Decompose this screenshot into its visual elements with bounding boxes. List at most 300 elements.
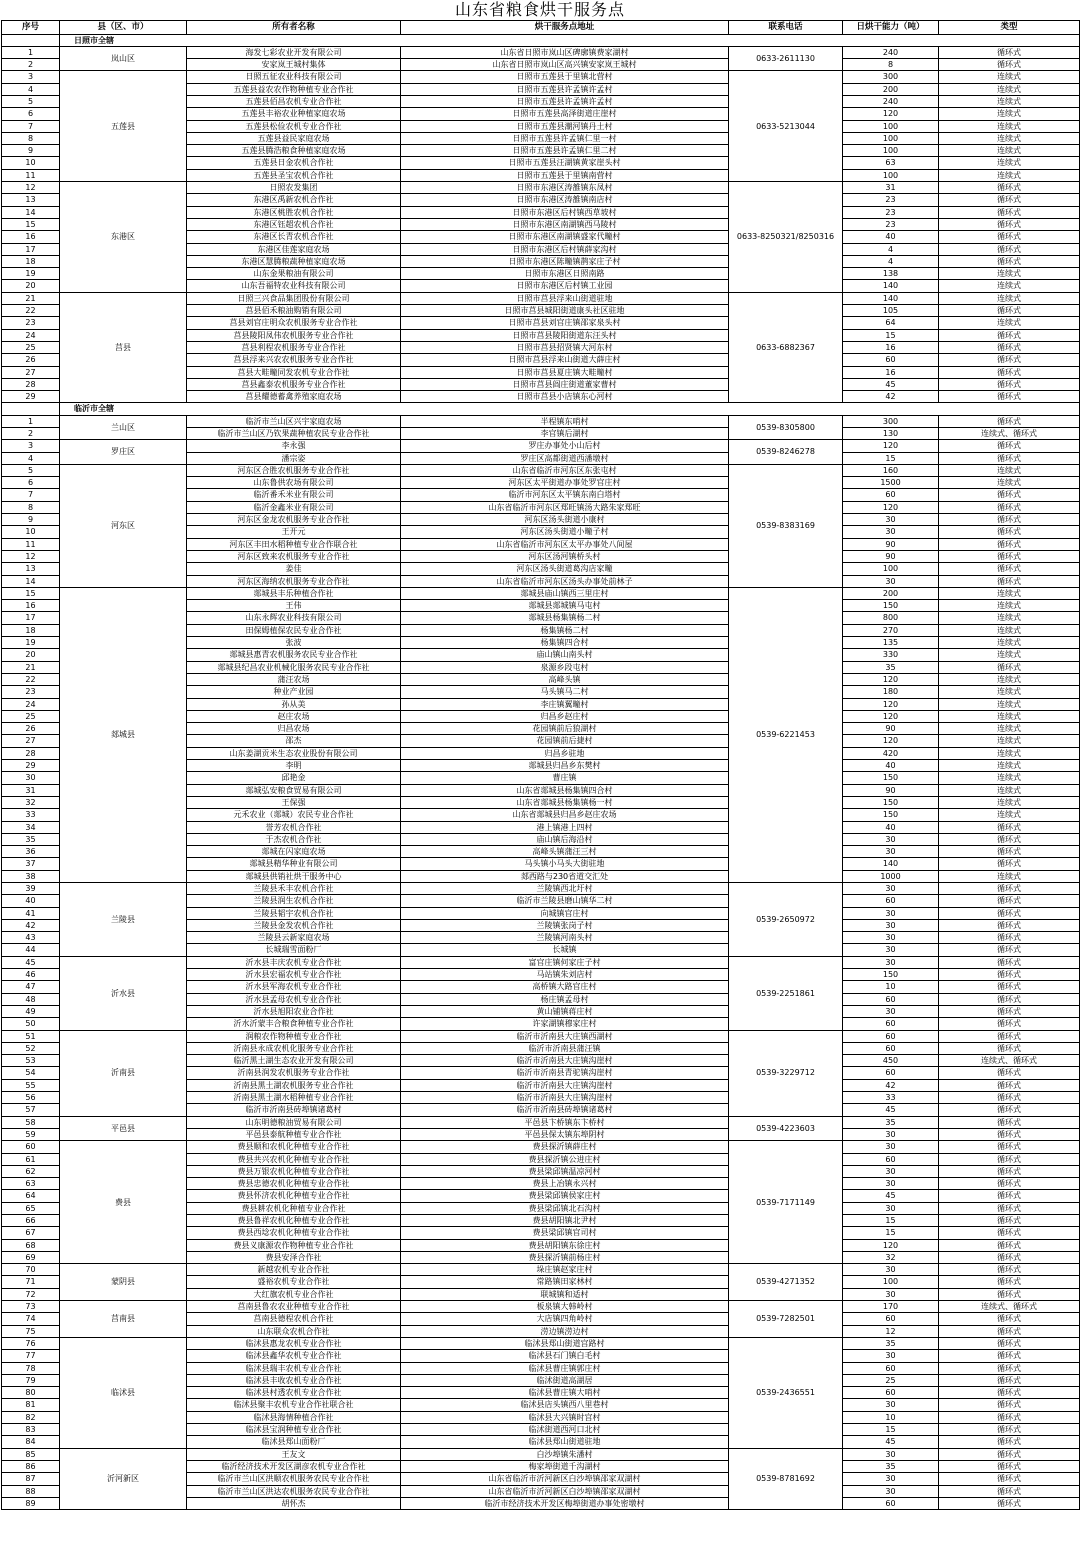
type-cell: 循环式 <box>939 1239 1080 1251</box>
address-cell: 杨集镇四合村 <box>401 637 729 649</box>
row-index: 9 <box>2 514 60 526</box>
region-row <box>2 34 1080 46</box>
capacity-cell: 300 <box>843 415 939 427</box>
owner-cell: 王伟 <box>187 600 401 612</box>
capacity-cell: 150 <box>843 600 939 612</box>
address-cell: 归昌乡驻地 <box>401 747 729 759</box>
col-header-address: 烘干服务点地址 <box>401 21 729 35</box>
address-cell: 日照市五莲县许孟镇许孟村 <box>401 83 729 95</box>
table-row <box>2 882 1080 894</box>
owner-cell: 郯城县供销社烘干服务中心 <box>187 870 401 882</box>
type-cell: 连续式 <box>939 477 1080 489</box>
owner-cell: 莒县陵阳凤伟农机服务专业合作社 <box>187 329 401 341</box>
table-row <box>2 587 1080 599</box>
type-cell: 循环式 <box>939 391 1080 403</box>
owner-cell: 长城瑞雪面粉厂 <box>187 944 401 956</box>
capacity-cell: 35 <box>843 1116 939 1128</box>
row-index: 19 <box>2 268 60 280</box>
owner-cell: 郯城县丰乐种植合作社 <box>187 587 401 599</box>
owner-cell: 费县鲁祥农机化种植专业合作社 <box>187 1215 401 1227</box>
row-index: 88 <box>2 1485 60 1497</box>
owner-cell: 临沭县海情种植合作社 <box>187 1411 401 1423</box>
address-cell: 临沭街道西河口北村 <box>401 1424 729 1436</box>
type-cell: 连续式 <box>939 157 1080 169</box>
address-cell: 临沂市沂南县大庄镇沟崖村 <box>401 1092 729 1104</box>
county-cell: 兰陵县 <box>60 882 187 956</box>
capacity-cell: 30 <box>843 1485 939 1497</box>
type-cell: 循环式 <box>939 1264 1080 1276</box>
owner-cell: 河东区海纳农机服务专业合作社 <box>187 575 401 587</box>
owner-cell: 日照五征农业科技有限公司 <box>187 71 401 83</box>
owner-cell: 王友文 <box>187 1448 401 1460</box>
capacity-cell: 30 <box>843 833 939 845</box>
address-cell: 归昌乡赵庄村 <box>401 710 729 722</box>
address-cell: 郯城县归昌乡东樊村 <box>401 760 729 772</box>
type-cell: 循环式 <box>939 993 1080 1005</box>
row-index: 7 <box>2 120 60 132</box>
type-cell: 连续式 <box>939 268 1080 280</box>
address-cell: 临沭县曹庄镇大哨村 <box>401 1387 729 1399</box>
owner-cell: 田保姆植保农民专业合作社 <box>187 624 401 636</box>
capacity-cell: 30 <box>843 1473 939 1485</box>
row-index: 3 <box>2 440 60 452</box>
region-blank-cell <box>2 34 60 46</box>
county-cell: 五莲县 <box>60 71 187 182</box>
owner-cell: 东港区长青农机合作社 <box>187 231 401 243</box>
capacity-cell: 60 <box>843 1387 939 1399</box>
owner-cell: 莒县鑫泰农机服务专业合作社 <box>187 378 401 390</box>
address-cell: 李庄镇翼疃村 <box>401 698 729 710</box>
type-cell: 连续式 <box>939 747 1080 759</box>
county-cell: 临沭县 <box>60 1337 187 1448</box>
type-cell: 循环式 <box>939 452 1080 464</box>
address-cell: 临沭街道高湖居 <box>401 1374 729 1386</box>
address-cell: 黄山铺镇蒋庄村 <box>401 1005 729 1017</box>
type-cell: 连续式 <box>939 587 1080 599</box>
phone-cell: 0539-7282501 <box>729 1301 843 1338</box>
type-cell: 连续式 <box>939 809 1080 821</box>
capacity-cell: 30 <box>843 932 939 944</box>
type-cell: 循环式 <box>939 1436 1080 1448</box>
capacity-cell: 138 <box>843 268 939 280</box>
row-index: 64 <box>2 1190 60 1202</box>
address-cell: 山东省临沂市河东区太平办事处八间屋 <box>401 538 729 550</box>
address-cell: 马头镇小马头大街驻地 <box>401 858 729 870</box>
row-index: 4 <box>2 452 60 464</box>
type-cell: 循环式 <box>939 1202 1080 1214</box>
row-index: 79 <box>2 1374 60 1386</box>
owner-cell: 五莲县益民家庭农场 <box>187 132 401 144</box>
capacity-cell: 120 <box>843 698 939 710</box>
address-cell: 河东区太平街道办事处罗官庄村 <box>401 477 729 489</box>
owner-cell: 大红旗农机专业合作社 <box>187 1288 401 1300</box>
address-cell: 半程镇东哨村 <box>401 415 729 427</box>
owner-cell: 王开元 <box>187 526 401 538</box>
owner-cell: 五莲县松俭农机专业合作社 <box>187 120 401 132</box>
type-cell: 循环式 <box>939 907 1080 919</box>
capacity-cell: 10 <box>843 1411 939 1423</box>
type-cell: 循环式 <box>939 1411 1080 1423</box>
address-cell: 郯城县庙山镇西三里庄村 <box>401 587 729 599</box>
owner-cell: 海发七彩农业开发有限公司 <box>187 46 401 58</box>
owner-cell: 山东永辉农业科技有限公司 <box>187 612 401 624</box>
type-cell: 循环式 <box>939 514 1080 526</box>
type-cell: 连续式、循环式 <box>939 1301 1080 1313</box>
row-index: 63 <box>2 1178 60 1190</box>
row-index: 82 <box>2 1411 60 1423</box>
type-cell: 连续式 <box>939 784 1080 796</box>
capacity-cell: 30 <box>843 1202 939 1214</box>
col-header-capacity: 日烘干能力（吨） <box>843 21 939 35</box>
address-cell: 临沂市沂南县大庄镇沟崖村 <box>401 1055 729 1067</box>
row-index: 43 <box>2 932 60 944</box>
capacity-cell: 1500 <box>843 477 939 489</box>
address-cell: 临沂市经济技术开发区梅埠街道办事处密墩村 <box>401 1497 729 1509</box>
col-header-phone: 联系电话 <box>729 21 843 35</box>
address-cell: 日照市东港区南湖镇西马陵村 <box>401 218 729 230</box>
type-cell: 连续式 <box>939 870 1080 882</box>
capacity-cell: 63 <box>843 157 939 169</box>
address-cell: 日照市莒县浮来山街道驻地 <box>401 292 729 304</box>
capacity-cell: 60 <box>843 895 939 907</box>
capacity-cell: 30 <box>843 575 939 587</box>
capacity-cell: 120 <box>843 673 939 685</box>
type-cell: 循环式 <box>939 895 1080 907</box>
address-cell: 临沂市沂南县蒲汪镇 <box>401 1042 729 1054</box>
capacity-cell: 23 <box>843 218 939 230</box>
capacity-cell: 45 <box>843 378 939 390</box>
capacity-cell: 30 <box>843 526 939 538</box>
capacity-cell: 30 <box>843 1141 939 1153</box>
address-cell: 日照市东港区日照南路 <box>401 268 729 280</box>
owner-cell: 平邑县泰航种植专业合作社 <box>187 1128 401 1140</box>
type-cell: 连续式 <box>939 612 1080 624</box>
capacity-cell: 60 <box>843 489 939 501</box>
capacity-cell: 60 <box>843 1497 939 1509</box>
address-cell: 高峰头镇 <box>401 673 729 685</box>
address-cell: 日照市莒县阎庄街道董家曹村 <box>401 378 729 390</box>
address-cell: 兰陵镇西北圩村 <box>401 882 729 894</box>
type-cell: 连续式 <box>939 83 1080 95</box>
row-index: 55 <box>2 1079 60 1091</box>
capacity-cell: 90 <box>843 784 939 796</box>
capacity-cell: 240 <box>843 95 939 107</box>
type-cell: 循环式 <box>939 218 1080 230</box>
phone-cell: 0539-7171149 <box>729 1141 843 1264</box>
row-index: 36 <box>2 846 60 858</box>
row-index: 70 <box>2 1264 60 1276</box>
type-cell: 循环式 <box>939 563 1080 575</box>
capacity-cell: 15 <box>843 1424 939 1436</box>
address-cell: 日照市莒县城阳街道康头社区驻地 <box>401 305 729 317</box>
owner-cell: 河东区合胜农机服务专业合作社 <box>187 464 401 476</box>
address-cell: 日照市莒县小店镇东心河村 <box>401 391 729 403</box>
owner-cell: 费县义康源农作物种植专业合作社 <box>187 1239 401 1251</box>
address-cell: 曹庄镇 <box>401 772 729 784</box>
capacity-cell: 60 <box>843 1030 939 1042</box>
type-cell: 连续式 <box>939 71 1080 83</box>
row-index: 22 <box>2 673 60 685</box>
type-cell: 连续式 <box>939 317 1080 329</box>
type-cell: 连续式 <box>939 710 1080 722</box>
owner-cell: 王保强 <box>187 796 401 808</box>
type-cell: 连续式 <box>939 120 1080 132</box>
row-index: 59 <box>2 1128 60 1140</box>
address-cell: 郯城县郯城镇马屯村 <box>401 600 729 612</box>
capacity-cell: 150 <box>843 796 939 808</box>
owner-cell: 山东吾福特农业科技有限公司 <box>187 280 401 292</box>
row-index: 23 <box>2 686 60 698</box>
capacity-cell: 120 <box>843 108 939 120</box>
phone-cell: 0539-3229712 <box>729 1030 843 1116</box>
address-cell: 板泉镇大韩岭村 <box>401 1301 729 1313</box>
row-index: 27 <box>2 735 60 747</box>
type-cell: 循环式 <box>939 1448 1080 1460</box>
type-cell: 循环式 <box>939 981 1080 993</box>
address-cell: 庙山镇后海沿村 <box>401 833 729 845</box>
type-cell: 循环式 <box>939 1104 1080 1116</box>
type-cell: 连续式 <box>939 169 1080 181</box>
type-cell: 循环式 <box>939 305 1080 317</box>
type-cell: 循环式 <box>939 1362 1080 1374</box>
owner-cell: 费县忠德农机化种植专业合作社 <box>187 1178 401 1190</box>
owner-cell: 山东联众农机合作社 <box>187 1325 401 1337</box>
row-index: 24 <box>2 698 60 710</box>
type-cell: 循环式 <box>939 341 1080 353</box>
address-cell: 梅家埠街道千沟湖村 <box>401 1460 729 1472</box>
capacity-cell: 45 <box>843 1190 939 1202</box>
table-row <box>2 182 1080 194</box>
address-cell: 日照市五莲县许孟镇仁里一村 <box>401 132 729 144</box>
owner-cell: 东港区桃胜农机合作社 <box>187 206 401 218</box>
row-index: 26 <box>2 354 60 366</box>
county-cell: 沂河新区 <box>60 1448 187 1509</box>
capacity-cell: 100 <box>843 169 939 181</box>
type-cell: 循环式 <box>939 1276 1080 1288</box>
capacity-cell: 31 <box>843 182 939 194</box>
county-cell: 蒙阴县 <box>60 1264 187 1301</box>
row-index: 9 <box>2 145 60 157</box>
county-cell: 费县 <box>60 1141 187 1264</box>
owner-cell: 姜佳 <box>187 563 401 575</box>
owner-cell: 李明 <box>187 760 401 772</box>
phone-cell: 0539-8383169 <box>729 464 843 587</box>
capacity-cell: 30 <box>843 907 939 919</box>
owner-cell: 东港区禹新农机合作社 <box>187 194 401 206</box>
address-cell: 山东省临沂市沂河新区白沙埠镇邵家双湖村 <box>401 1473 729 1485</box>
row-index: 80 <box>2 1387 60 1399</box>
address-cell: 日照市五莲县于里镇南营村 <box>401 169 729 181</box>
owner-cell: 费县怀济农机化种植专业合作社 <box>187 1190 401 1202</box>
row-index: 5 <box>2 464 60 476</box>
type-cell: 循环式 <box>939 415 1080 427</box>
capacity-cell: 40 <box>843 760 939 772</box>
row-index: 50 <box>2 1018 60 1030</box>
phone-cell: 0633-5213044 <box>729 71 843 182</box>
col-header-type: 类型 <box>939 21 1080 35</box>
row-index: 29 <box>2 760 60 772</box>
address-cell: 高桥镇大路官庄村 <box>401 981 729 993</box>
address-cell: 杨集镇杨二村 <box>401 624 729 636</box>
address-cell: 李官镇后湖村 <box>401 428 729 440</box>
owner-cell: 孙从美 <box>187 698 401 710</box>
capacity-cell: 30 <box>843 846 939 858</box>
capacity-cell: 60 <box>843 1362 939 1374</box>
phone-cell: 0539-6221453 <box>729 587 843 882</box>
capacity-cell: 30 <box>843 1178 939 1190</box>
address-cell: 高峰头镇蒲汪三村 <box>401 846 729 858</box>
row-index: 29 <box>2 391 60 403</box>
row-index: 83 <box>2 1424 60 1436</box>
row-index: 49 <box>2 1005 60 1017</box>
county-cell: 郯城县 <box>60 587 187 882</box>
owner-cell: 临沂市兰山区洪达农机服务农民专业合作社 <box>187 1485 401 1497</box>
owner-cell: 莒县大畦疃同发农机专业合作社 <box>187 366 401 378</box>
owner-cell: 临沭县鑫华农机专业合作社 <box>187 1350 401 1362</box>
row-index: 78 <box>2 1362 60 1374</box>
type-cell: 连续式 <box>939 723 1080 735</box>
address-cell: 山东省郯城县杨集镇杨一村 <box>401 796 729 808</box>
row-index: 28 <box>2 747 60 759</box>
row-index: 33 <box>2 809 60 821</box>
address-cell: 联城镇和适村 <box>401 1288 729 1300</box>
phone-cell: 0539-4223603 <box>729 1116 843 1141</box>
owner-cell: 东港区钰超农机合作社 <box>187 218 401 230</box>
address-cell: 郯城县杨集镇杨二村 <box>401 612 729 624</box>
type-cell: 循环式 <box>939 1215 1080 1227</box>
capacity-cell: 150 <box>843 772 939 784</box>
type-cell: 连续式、循环式 <box>939 1055 1080 1067</box>
address-cell: 郯西路与230省道交汇处 <box>401 870 729 882</box>
address-cell: 日照市东港区涛雒镇南店村 <box>401 194 729 206</box>
type-cell: 循环式 <box>939 956 1080 968</box>
address-cell: 费县梁邱镇温凉河村 <box>401 1165 729 1177</box>
owner-cell: 临沂黑土湖生态农业开发有限公司 <box>187 1055 401 1067</box>
capacity-cell: 60 <box>843 1313 939 1325</box>
owner-cell: 蒲汪农场 <box>187 673 401 685</box>
phone-cell: 0539-2251861 <box>729 956 843 1030</box>
capacity-cell: 40 <box>843 231 939 243</box>
capacity-cell: 100 <box>843 563 939 575</box>
row-index: 10 <box>2 526 60 538</box>
capacity-cell: 30 <box>843 1165 939 1177</box>
type-cell: 循环式 <box>939 1350 1080 1362</box>
owner-cell: 沂水沂蒙丰合粮食种植专业合作社 <box>187 1018 401 1030</box>
county-cell: 莒县 <box>60 292 187 403</box>
capacity-cell: 170 <box>843 1301 939 1313</box>
type-cell: 连续式 <box>939 796 1080 808</box>
owner-cell: 五莲县圣宝农机合作社 <box>187 169 401 181</box>
table-row <box>2 1030 1080 1042</box>
region-label: 临沂市全辖 <box>60 403 1080 415</box>
address-cell: 河东区汤头街道小疃子村 <box>401 526 729 538</box>
row-index: 69 <box>2 1251 60 1263</box>
owner-cell: 临沂市沂南县砖埠镇诸葛村 <box>187 1104 401 1116</box>
address-cell: 河东区汤头街道葛沟店家疃 <box>401 563 729 575</box>
type-cell: 循环式 <box>939 550 1080 562</box>
county-cell: 兰山区 <box>60 415 187 440</box>
owner-cell: 郯城在闪家庭农场 <box>187 846 401 858</box>
row-index: 15 <box>2 587 60 599</box>
capacity-cell: 16 <box>843 341 939 353</box>
row-index: 87 <box>2 1473 60 1485</box>
row-index: 31 <box>2 784 60 796</box>
capacity-cell: 35 <box>843 1460 939 1472</box>
type-cell: 连续式 <box>939 673 1080 685</box>
address-cell: 临沭县曹庄镇郭庄村 <box>401 1362 729 1374</box>
county-cell: 河东区 <box>60 464 187 587</box>
type-cell: 循环式 <box>939 1116 1080 1128</box>
capacity-cell: 42 <box>843 391 939 403</box>
owner-cell: 费县共兴农机化种植专业合作社 <box>187 1153 401 1165</box>
phone-cell: 0539-8781692 <box>729 1448 843 1509</box>
row-index: 8 <box>2 132 60 144</box>
county-cell: 莒南县 <box>60 1301 187 1338</box>
capacity-cell: 15 <box>843 329 939 341</box>
owner-cell: 河东区致来农机服务专业合作社 <box>187 550 401 562</box>
capacity-cell: 120 <box>843 501 939 513</box>
capacity-cell: 160 <box>843 464 939 476</box>
owner-cell: 郯城县精华种业有限公司 <box>187 858 401 870</box>
address-cell: 山东省临沂市河东区汤头办事处前林子 <box>401 575 729 587</box>
row-index: 18 <box>2 624 60 636</box>
row-index: 4 <box>2 83 60 95</box>
capacity-cell: 800 <box>843 612 939 624</box>
row-index: 89 <box>2 1497 60 1509</box>
owner-cell: 沂水县丰庆农机专业合作社 <box>187 956 401 968</box>
capacity-cell: 150 <box>843 969 939 981</box>
row-index: 16 <box>2 600 60 612</box>
row-index: 66 <box>2 1215 60 1227</box>
capacity-cell: 30 <box>843 1350 939 1362</box>
type-cell: 循环式 <box>939 329 1080 341</box>
owner-cell: 费县耕农机化种植专业合作社 <box>187 1202 401 1214</box>
table-row <box>2 1264 1080 1276</box>
row-index: 30 <box>2 772 60 784</box>
row-index: 77 <box>2 1350 60 1362</box>
row-index: 34 <box>2 821 60 833</box>
address-cell: 罗庄办事处小山后村 <box>401 440 729 452</box>
row-index: 1 <box>2 46 60 58</box>
capacity-cell: 35 <box>843 661 939 673</box>
address-cell: 费县探沂镇公进庄村 <box>401 1153 729 1165</box>
owner-cell: 临沭县惠龙农机专业合作社 <box>187 1337 401 1349</box>
table-row <box>2 292 1080 304</box>
row-index: 15 <box>2 218 60 230</box>
owner-cell: 临沭县村透农机专业合作社 <box>187 1387 401 1399</box>
capacity-cell: 120 <box>843 710 939 722</box>
type-cell: 连续式 <box>939 686 1080 698</box>
row-index: 81 <box>2 1399 60 1411</box>
row-index: 45 <box>2 956 60 968</box>
capacity-cell: 130 <box>843 428 939 440</box>
row-index: 52 <box>2 1042 60 1054</box>
row-index: 11 <box>2 169 60 181</box>
header-row <box>2 21 1080 35</box>
owner-cell: 新越农机专业合作社 <box>187 1264 401 1276</box>
type-cell: 循环式 <box>939 1178 1080 1190</box>
row-index: 21 <box>2 292 60 304</box>
row-index: 84 <box>2 1436 60 1448</box>
address-cell: 平邑县卞桥镇东卞桥村 <box>401 1116 729 1128</box>
owner-cell: 种业产业园 <box>187 686 401 698</box>
capacity-cell: 420 <box>843 747 939 759</box>
owner-cell: 费县西埝农机化种植专业合作社 <box>187 1227 401 1239</box>
type-cell: 循环式 <box>939 1288 1080 1300</box>
capacity-cell: 30 <box>843 1288 939 1300</box>
capacity-cell: 30 <box>843 956 939 968</box>
type-cell: 连续式 <box>939 280 1080 292</box>
